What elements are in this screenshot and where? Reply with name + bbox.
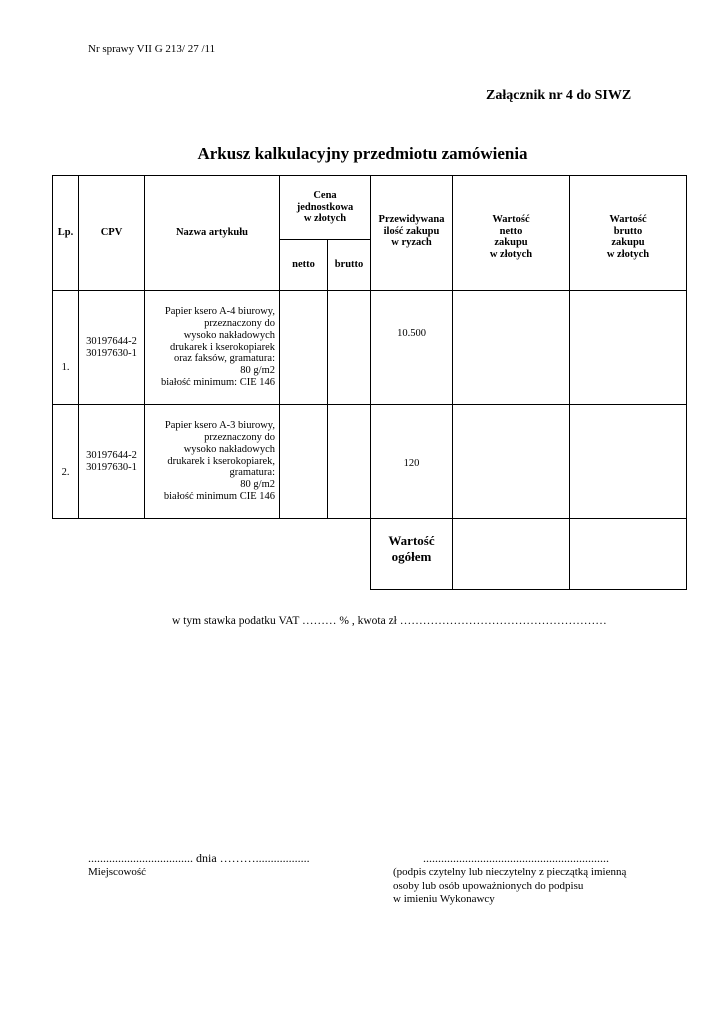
row-value-gross xyxy=(570,291,687,405)
row-cpv: 30197644-2 30197630-1 xyxy=(79,405,145,519)
row-item-name: Papier ksero A-4 biurowy, przeznaczony do wysoko nakładowych drukarek i kserokopiarek oraz faksów, gramatura: 80 g/m2 białość minimum: CIE 146 xyxy=(145,291,280,405)
col-header-unit-price: Cena jednostkowa w złotych xyxy=(280,176,371,240)
row-item-name: Papier ksero A-3 biurowy, przeznaczony do wysoko nakładowych drukarek i kserokopiarek, gramatura: 80 g/m2 białość minimum CIE 146 xyxy=(145,405,280,519)
row-brutto xyxy=(328,291,371,405)
vat-line: w tym stawka podatku VAT ……… % , kwota zł ……………………………………………… xyxy=(172,615,607,627)
col-header-name: Nazwa artykułu xyxy=(145,176,280,291)
row-brutto xyxy=(328,405,371,519)
row-lp: 1. xyxy=(53,291,79,405)
row-lp: 2. xyxy=(53,405,79,519)
row-value-gross xyxy=(570,405,687,519)
row-quantity: 120 xyxy=(371,405,453,519)
header-row xyxy=(53,176,687,240)
col-header-quantity: Przewidywana ilość zakupu w ryzach xyxy=(371,176,453,291)
col-header-value-gross: Wartość brutto zakupu w złotych xyxy=(570,176,687,291)
row-netto xyxy=(280,291,328,405)
signature-line: .............................................................. xyxy=(423,851,609,865)
total-row xyxy=(53,519,687,590)
row-netto xyxy=(280,405,328,519)
total-value-net xyxy=(453,519,570,590)
col-header-value-net: Wartość netto zakupu w złotych xyxy=(453,176,570,291)
table-row xyxy=(53,405,687,519)
place-label: Miejscowość xyxy=(88,866,147,878)
calculation-table xyxy=(52,175,687,590)
col-header-netto: netto xyxy=(280,240,328,291)
col-header-lp: Lp. xyxy=(53,176,79,291)
total-value-gross xyxy=(570,519,687,590)
col-header-cpv: CPV xyxy=(79,176,145,291)
annex-label: Załącznik nr 4 do SIWZ xyxy=(486,88,632,103)
total-label: Wartość ogółem xyxy=(371,519,453,590)
row-cpv: 30197644-2 30197630-1 xyxy=(79,291,145,405)
place-date-line: ................................... dnia ……….................. xyxy=(88,851,310,865)
page-title: Arkusz kalkulacyjny przedmiotu zamówienia xyxy=(197,144,528,163)
table-row xyxy=(53,291,687,405)
row-value-net xyxy=(453,291,570,405)
row-value-net xyxy=(453,405,570,519)
signature-label: (podpis czytelny lub nieczytelny z pieczątką imienną osoby lub osób upoważnionych do podpisu w imieniu Wykonawcy xyxy=(393,866,627,905)
col-header-brutto: brutto xyxy=(328,240,371,291)
case-number: Nr sprawy VII G 213/ 27 /11 xyxy=(88,43,216,55)
row-quantity: 10.500 xyxy=(371,291,453,405)
